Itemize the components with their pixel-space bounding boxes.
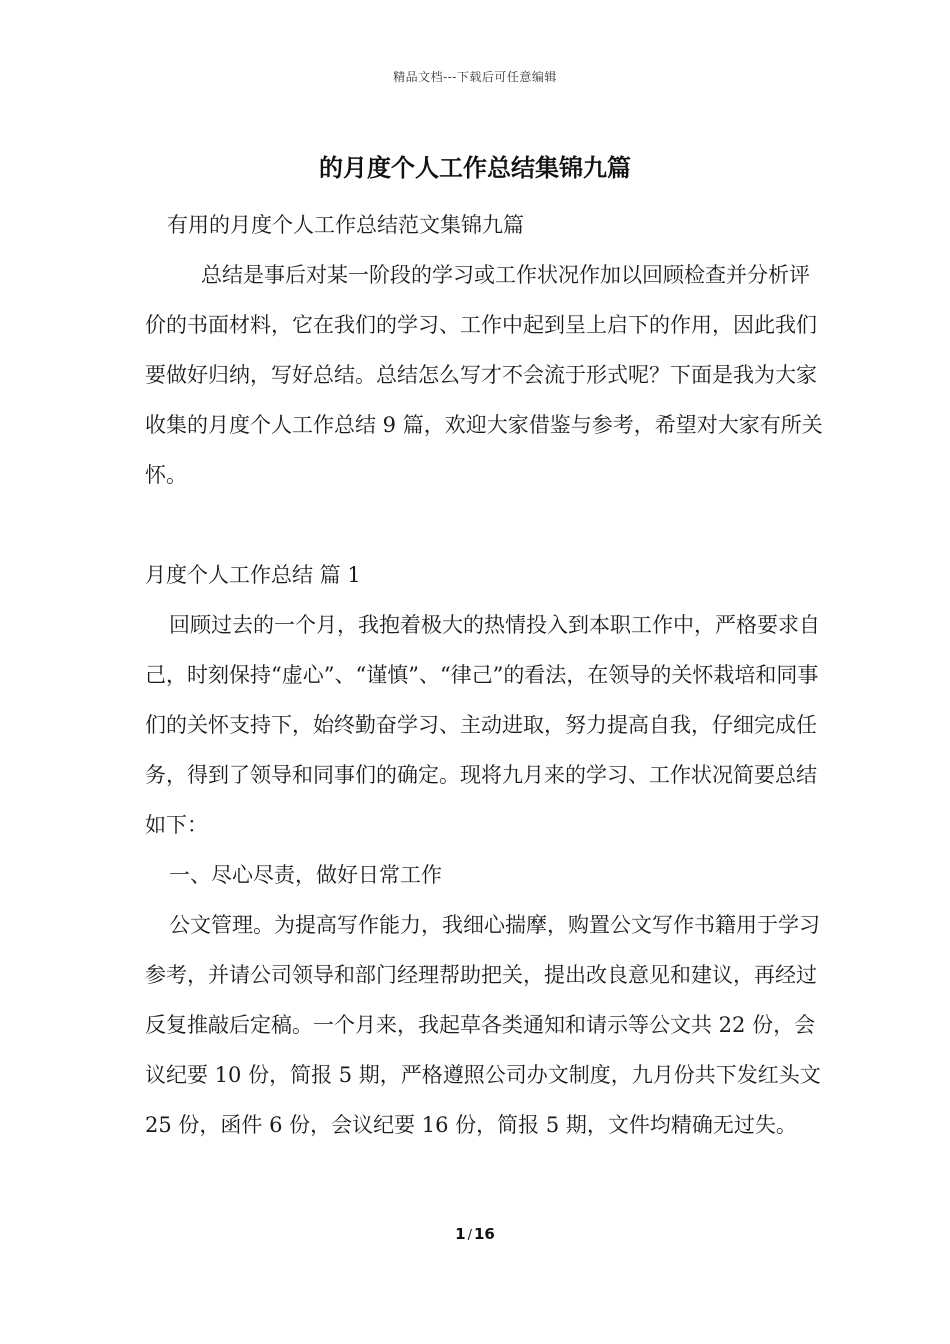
section-heading-1: 一、尽心尽责，做好日常工作 <box>169 863 442 887</box>
document-title: 的月度个人工作总结集锦九篇 <box>319 153 631 182</box>
page-current: 1 <box>455 1225 466 1243</box>
document-body <box>145 200 825 1150</box>
page-number <box>0 1225 950 1243</box>
page-separator: / <box>467 1228 472 1243</box>
page-total: 16 <box>473 1225 495 1243</box>
body-paragraph-1: 回顾过去的一个月，我抱着极大的热情投入到本职工作中，严格要求自己，时刻保持“虚心”、“谨慎”、“律己”的看法，在领导的关怀栽培和同事们的关怀支持下，始终勤奋学习、主动进取，努力提高自我，仔细完成任务，得到了领导和同事们的确定。现将九月来的学习、工作状况简要总结如下： <box>145 613 820 837</box>
document-subtitle: 有用的月度个人工作总结范文集锦九篇 <box>167 213 524 237</box>
body-paragraph-2: 公文管理。为提高写作能力，我细心揣摩，购置公文写作书籍用于学习参考，并请公司领导和部门经理帮助把关，提出改良意见和建议，再经过反复推敲后定稿。一个月来，我起草各类通知和请示等公文共 22 份，会议纪要 10 份，简报 5 期，严格遵照公司办文制度，九月份共下发红头文 25 份，函件 6 份，会议纪要 16 份，简报 5 期，文件均精确无过失。 <box>145 913 821 1137</box>
section-title: 月度个人工作总结 篇 1 <box>145 563 361 587</box>
intro-paragraph: 总结是事后对某一阶段的学习或工作状况作加以回顾检查并分析评价的书面材料，它在我们的学习、工作中起到呈上启下的作用，因此我们要做好归纳，写好总结。总结怎么写才不会流于形式呢？下面是我为大家收集的月度个人工作总结 9 篇，欢迎大家借鉴与参考，希望对大家有所关怀。 <box>145 263 823 487</box>
page-header: 精品文档---下载后可任意编辑 <box>393 70 557 84</box>
